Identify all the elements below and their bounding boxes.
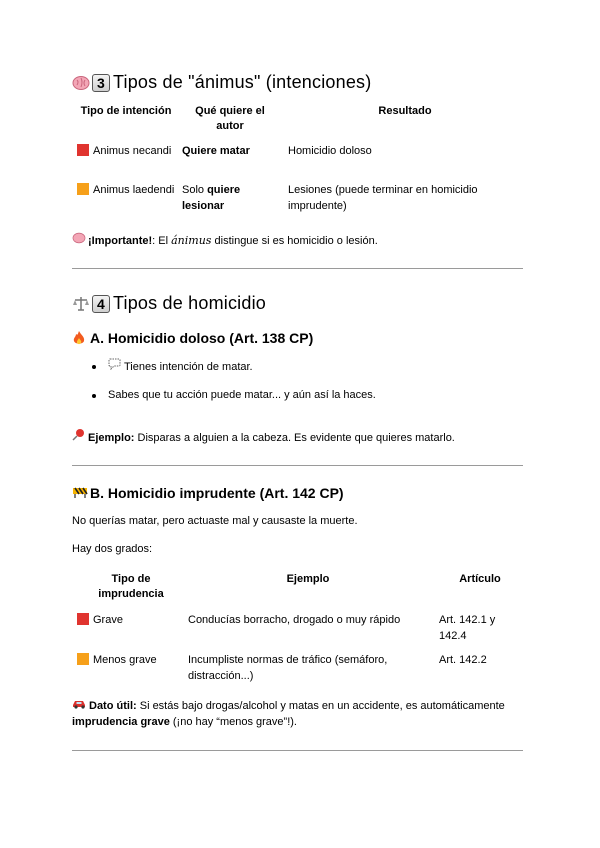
- table-cell: Incumpliste normas de tráfico (semáforo, distracción...): [188, 654, 388, 682]
- section-4-heading: [72, 293, 266, 314]
- divider: [72, 465, 523, 466]
- section-title: Tipos de "ánimus" (intenciones): [113, 72, 372, 92]
- table-cell: Homicidio doloso: [288, 145, 372, 157]
- table-cell: Animus necandi: [77, 143, 177, 159]
- table-cell: Quiere matar: [182, 145, 250, 157]
- car-icon: [72, 698, 87, 710]
- table-cell: Conducías borracho, drogado o muy rápido: [188, 614, 401, 626]
- list-item: Sabes que tu acción puede matar... y aún así la haces.: [108, 389, 376, 401]
- table-header: Resultado: [378, 105, 432, 117]
- table-cell: Solo quiere lesionar: [182, 184, 241, 212]
- construction-barrier-icon: [72, 485, 88, 501]
- section-3-heading: [72, 72, 371, 93]
- table-header: Ejemplo: [286, 573, 330, 585]
- brain-icon: [72, 232, 86, 244]
- example-note: Ejemplo: Disparas a alguien a la cabeza. Es evidente que quieres matarlo.: [72, 428, 455, 446]
- subsection-a-heading: A. Homicidio doloso (Art. 138 CP): [72, 330, 313, 346]
- table-header: Qué quiere el autor: [195, 105, 265, 132]
- table-cell: Grave: [77, 612, 181, 628]
- paragraph: No querías matar, pero actuaste mal y causaste la muerte.: [72, 515, 358, 527]
- red-square-icon: [77, 613, 89, 625]
- orange-square-icon: [77, 183, 89, 195]
- paragraph: Hay dos grados:: [72, 543, 153, 555]
- table-cell: Art. 142.1 y 142.4: [439, 614, 496, 642]
- red-square-icon: [77, 144, 89, 156]
- divider: [72, 268, 523, 269]
- orange-square-icon: [77, 653, 89, 665]
- scales-icon: [72, 296, 90, 312]
- table-header: Artículo: [459, 573, 501, 585]
- table-cell: Lesiones (puede terminar en homicidio imprudente): [288, 184, 478, 212]
- table-header: Tipo de imprudencia: [98, 573, 164, 600]
- brain-icon: [72, 75, 90, 91]
- bullet-dot: [92, 365, 96, 369]
- section-title: Tipos de homicidio: [113, 293, 267, 313]
- useful-tip: Dato útil: Si estás bajo drogas/alcohol y matas en un accidente, es automáticamente imprudencia grave (¡no hay “menos grave”!).: [72, 700, 505, 728]
- fire-icon: [72, 330, 88, 346]
- speech-bubble-icon: [108, 358, 122, 370]
- list-item: Tienes intención de matar.: [108, 358, 253, 375]
- number-badge: 4: [92, 295, 110, 313]
- pushpin-icon: [72, 428, 86, 440]
- important-note: ¡Importante!: El ánimus distingue si es homicidio o lesión.: [72, 232, 378, 249]
- table-cell: Animus laedendi: [77, 182, 177, 198]
- table-cell: Menos grave: [77, 652, 181, 668]
- table-cell: Art. 142.2: [439, 654, 487, 666]
- bullet-dot: [92, 394, 96, 398]
- subsection-b-heading: B. Homicidio imprudente (Art. 142 CP): [72, 485, 344, 501]
- divider: [72, 750, 523, 751]
- number-badge: 3: [92, 74, 110, 92]
- table-header: Tipo de intención: [80, 105, 172, 117]
